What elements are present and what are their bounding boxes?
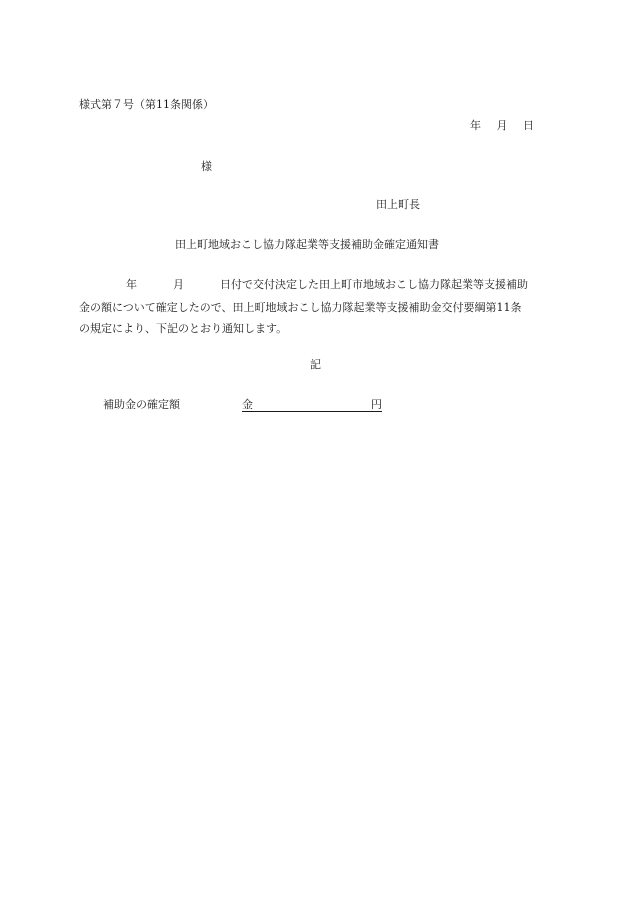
document-title: 田上町地域おこし協力隊起業等支援補助金確定通知書 [175,238,439,251]
body-line-1-text: 日付で交付決定した田上町市地域おこし協力隊起業等支援補助 [220,278,528,291]
body-line-1 [79,278,553,292]
form-number: 様式第７号（第11条関係） [79,98,214,111]
amount-prefix: 金 [242,398,253,411]
addressee-honorific: 様 [201,160,212,173]
body-line-3: の規定により、下記のとおり通知します。 [79,322,288,335]
date-line [470,119,534,133]
ki-heading: 記 [310,358,321,371]
date-month-label: 月 [496,119,508,132]
body-year-label: 年 [126,278,137,291]
body-line-2: 金の額について確定したので、田上町地域おこし協力隊起業等支援補助金交付要綱第11条 [79,301,522,314]
amount-value-field [242,398,382,412]
date-year-label: 年 [470,119,481,132]
issuer-name: 田上町長 [376,198,420,211]
amount-row [103,398,382,412]
amount-unit: 円 [371,398,382,411]
amount-label: 補助金の確定額 [103,398,180,411]
date-day-label: 日 [523,119,534,132]
body-month-label: 月 [173,278,184,291]
